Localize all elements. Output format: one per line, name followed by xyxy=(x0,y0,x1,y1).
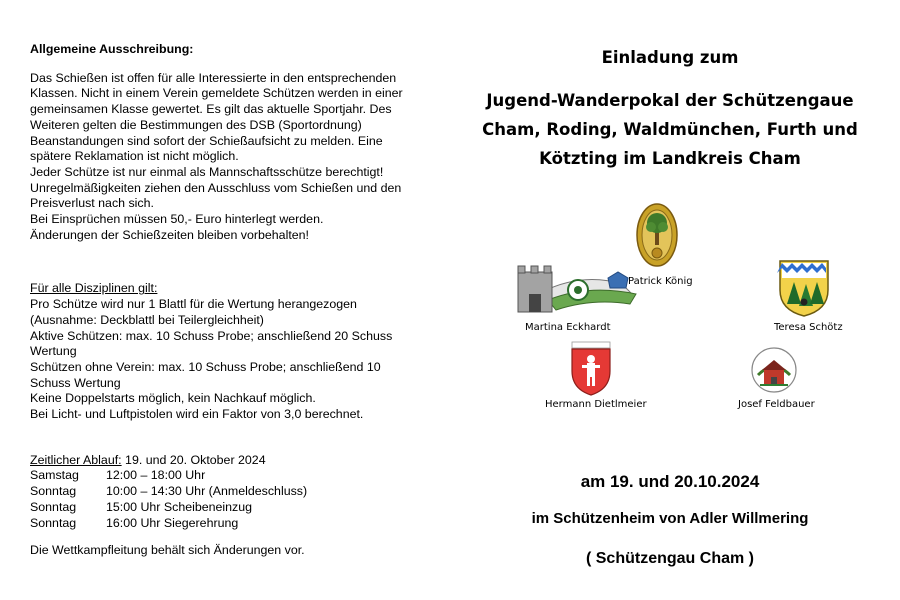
event-venue: im Schützenheim von Adler Willmering xyxy=(531,510,809,527)
rules-line: Das Schießen ist offen für alle Interessierte in den entsprechenden xyxy=(30,70,397,85)
rules-column xyxy=(30,42,430,559)
rules-line: Beanstandungen sind sofort der Schießaufsicht zu melden. Eine xyxy=(30,133,383,148)
discipline-line: (Ausnahme: Deckblattl bei Teilergleichheit) xyxy=(30,312,264,327)
schedule-time: 12:00 – 18:00 Uhr xyxy=(106,468,206,483)
schedule-day: Sonntag xyxy=(30,484,77,499)
schedule-time: 16:00 Uhr Siegerehrung xyxy=(106,515,239,530)
koetzting-crest-icon xyxy=(570,341,612,397)
representative-label: Martina Eckhardt xyxy=(525,322,611,333)
title-line: Cham, Roding, Waldmünchen, Furth und xyxy=(482,120,858,139)
discipline-line: Schützen ohne Verein: max. 10 Schuss Probe; anschließend 10 xyxy=(30,359,381,374)
cham-crest-icon xyxy=(750,345,798,395)
discipline-line: Keine Doppelstarts möglich, kein Nachkauf möglich. xyxy=(30,391,316,406)
rules-line: Preisverlust nach sich. xyxy=(30,196,154,211)
schedule-heading xyxy=(30,453,430,469)
representative-label: Josef Feldbauer xyxy=(738,399,815,410)
schedule-label: Zeitlicher Ablauf: xyxy=(30,452,122,467)
rules-line: Änderungen der Schießzeiten bleiben vorbehalten! xyxy=(30,227,309,242)
rules-line: Unregelmäßigkeiten ziehen den Ausschluss vom Schießen und den xyxy=(30,180,402,195)
rules-line: Jeder Schütze ist nur einmal als Mannschaftsschütze berechtigt! xyxy=(30,164,384,179)
invitation-column xyxy=(450,0,890,600)
title-line: Jugend-Wanderpokal der Schützengaue xyxy=(486,91,854,110)
schedule-row xyxy=(30,516,430,532)
furth-crest-icon xyxy=(777,258,831,318)
representative-label: Hermann Dietlmeier xyxy=(545,399,647,410)
disciplines-heading: Für alle Disziplinen gilt: xyxy=(30,281,158,296)
discipline-line: Pro Schütze wird nur 1 Blattl für die Wertung herangezogen xyxy=(30,297,357,312)
footnote: Die Wettkampfleitung behält sich Änderungen vor. xyxy=(30,543,305,558)
schedule-row xyxy=(30,484,430,500)
schedule-row xyxy=(30,468,430,484)
discipline-line: Bei Licht- und Luftpistolen wird ein Faktor von 3,0 berechnet. xyxy=(30,407,364,422)
schedule-row xyxy=(30,500,430,516)
rules-line: Klassen. Nicht in einem Verein gemeldete Schützen werden in einer xyxy=(30,86,403,101)
title-line: Kötzting im Landkreis Cham xyxy=(539,149,801,168)
waldmuenchen-crest-icon xyxy=(512,258,644,320)
schedule-day: Sonntag xyxy=(30,499,77,514)
schedule-time: 15:00 Uhr Scheibeneinzug xyxy=(106,499,253,514)
discipline-line: Schuss Wertung xyxy=(30,375,121,390)
general-rules-heading: Allgemeine Ausschreibung: xyxy=(30,42,194,56)
invitation-line: Einladung zum xyxy=(601,48,739,67)
rules-line: gemeinsamen Klasse gewertet. Es gilt das aktuelle Sportjahr. Des xyxy=(30,102,392,117)
rules-line: Weiteren gelten die Bestimmungen des DSB (Sportordnung) xyxy=(30,117,362,132)
invitation-title xyxy=(450,86,890,173)
schedule-day: Sonntag xyxy=(30,515,77,530)
rules-line: Bei Einsprüchen müssen 50,- Euro hinterlegt werden. xyxy=(30,212,324,227)
schedule-time: 10:00 – 14:30 Uhr (Anmeldeschluss) xyxy=(106,484,308,499)
rules-line: spätere Reklamation ist nicht möglich. xyxy=(30,149,239,164)
event-date: am 19. und 20.10.2024 xyxy=(580,472,760,491)
schedule-day: Samstag xyxy=(30,468,79,483)
representative-label: Patrick König xyxy=(628,276,693,287)
representative-label: Teresa Schötz xyxy=(774,322,843,333)
schedule-dates: 19. und 20. Oktober 2024 xyxy=(121,452,266,467)
event-gau: ( Schützengau Cham ) xyxy=(585,550,754,567)
discipline-line: Wertung xyxy=(30,344,77,359)
discipline-line: Aktive Schützen: max. 10 Schuss Probe; anschließend 20 Schuss xyxy=(30,328,393,343)
